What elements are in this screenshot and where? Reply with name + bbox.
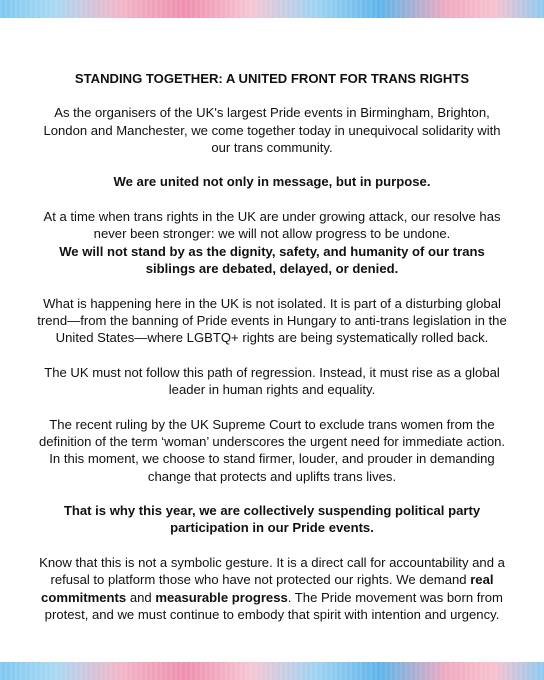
paragraph-resolve — [36, 208, 508, 277]
resolve-text: At a time when trans rights in the UK are under growing attack, our resolve has never been stronger: we will not allow progress to be undone. — [43, 209, 501, 242]
paragraph-suspension: That is why this year, we are collectively suspending political party participation in our Pride events. — [63, 503, 481, 536]
paragraph-accountability — [36, 554, 508, 623]
paragraph-uk-leader: The UK must not follow this path of regression. Instead, it must rise as a global leader in human rights and equality. — [44, 364, 500, 398]
resolve-bold-text: We will not stand by as the dignity, safety, and humanity of our trans siblings are debated, delayed, or denied. — [59, 243, 485, 276]
measurable-progress-text: measurable progress — [155, 589, 288, 605]
paragraph-united: We are united not only in message, but in purpose. — [113, 174, 431, 190]
accountability-text-a: Know that this is not a symbolic gesture. It is a direct call for accountability and a refusal to platform those who have not protected our rights. We demand — [39, 555, 505, 588]
accountability-text-c: . The Pride movement was born from protest, and we must continue to embody that spirit with intention and urgency. — [44, 589, 503, 622]
real-commitments-text: real commitments — [41, 572, 494, 605]
top-gradient-band — [0, 0, 544, 18]
statement-body — [36, 70, 508, 641]
paragraph-intro: As the organisers of the UK's largest Pride events in Birmingham, Brighton, London and Manchester, we come together today in unequivocal solidarity with our trans community. — [43, 105, 501, 155]
statement-title: STANDING TOGETHER: A UNITED FRONT FOR TRANS RIGHTS — [74, 71, 470, 86]
paragraph-supreme-court: The recent ruling by the UK Supreme Court to exclude trans women from the definition of the term ‘woman’ underscores the urgent need for immediate action. In this moment, we choose to stand firmer, louder, and prouder in demanding change that protects and uplifts trans lives. — [38, 416, 506, 484]
bottom-gradient-band — [0, 662, 544, 680]
paragraph-global-trend: What is happening here in the UK is not isolated. It is part of a disturbing global trend—from the banning of Pride events in Hungary to anti-trans legislation in the United States—where LGBTQ+ rights are being systematically rolled back. — [37, 295, 507, 346]
accountability-text-b: and — [126, 589, 156, 605]
